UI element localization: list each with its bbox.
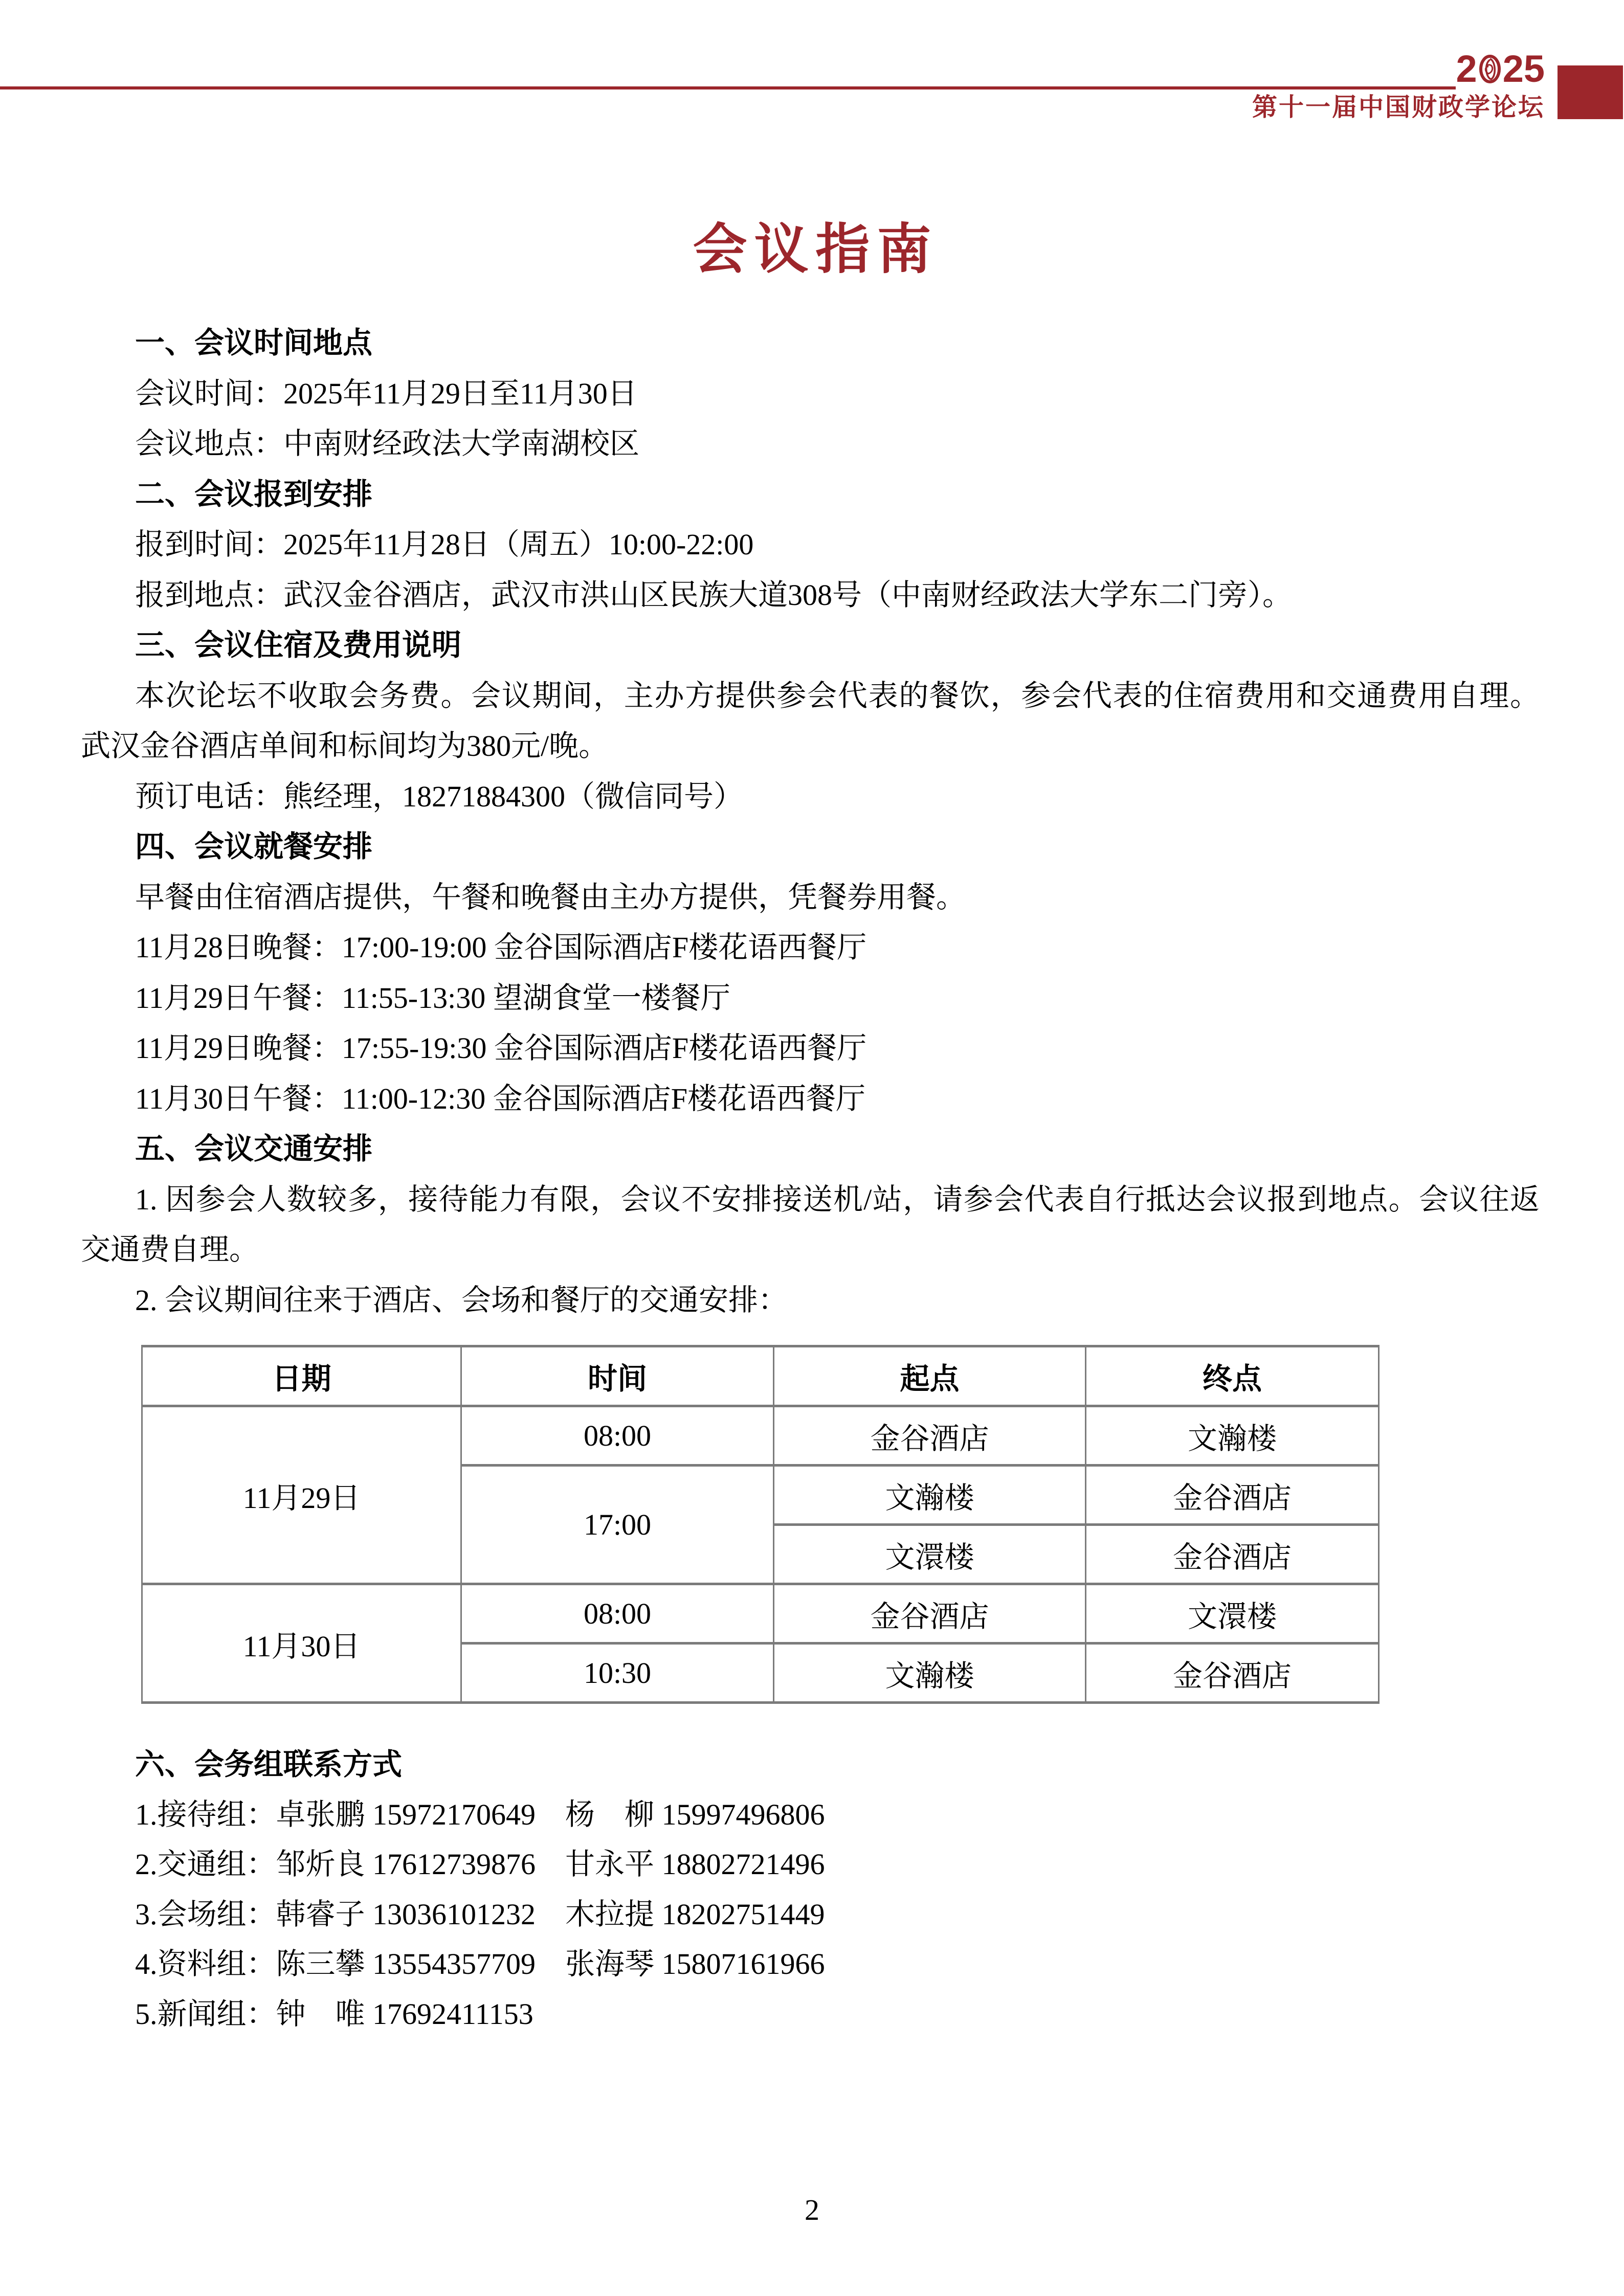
table-cell: 08:00 [461,1584,774,1644]
table-cell: 文瀚楼 [774,1466,1086,1525]
table-cell: 11月30日 [142,1584,461,1703]
table-header-row [142,1346,1379,1406]
table-header-cell: 时间 [461,1346,774,1406]
section-heading: 四、会议就餐安排 [135,830,373,863]
ink-swirl-zero-icon [1479,54,1501,84]
section-heading: 三、会议住宿及费用说明 [135,628,462,662]
text-line: 11月30日午餐：11:00-12:30 金谷国际酒店F楼花语西餐厅 [135,1082,865,1115]
section-heading: 二、会议报到安排 [135,477,373,511]
text-line: 5.新闻组：钟 唯 17692411153 [135,1997,533,2031]
table-cell: 11月29日 [142,1406,461,1584]
table-cell: 10:30 [461,1644,774,1703]
text-line: 报到地点：武汉金谷酒店，武汉市洪山区民族大道308号（中南财经政法大学东二门旁）。 [135,578,1293,612]
text-line: 11月29日午餐：11:55-13:30 望湖食堂一楼餐厅 [135,981,730,1015]
table-cell: 文澴楼 [1086,1584,1379,1644]
table-cell: 金谷酒店 [1086,1644,1379,1703]
content-bottom [81,1740,1540,2039]
text-line: 武汉金谷酒店单间和标间均为380元/晚。 [81,729,609,762]
section-heading: 一、会议时间地点 [135,326,373,359]
table-row [142,1406,1379,1466]
table-header-cell: 日期 [142,1346,461,1406]
text-line: 1.接待组：卓张鹏 15972170649 杨 柳 15997496806 [135,1797,825,1831]
year-suffix: 25 [1502,48,1545,90]
table-cell: 文瀚楼 [774,1644,1086,1703]
text-line: 报到时间：2025年11月28日（周五）10:00-22:00 [135,528,754,561]
section-heading: 五、会议交通安排 [135,1132,373,1165]
text-line: 2.交通组：邹炘良 17612739876 甘永平 18802721496 [135,1848,825,1881]
table-header-cell: 起点 [774,1346,1086,1406]
table-header-cell: 终点 [1086,1346,1379,1406]
section-heading: 六、会务组联系方式 [135,1748,403,1781]
text-line: 早餐由住宿酒店提供，午餐和晚餐由主办方提供，凭餐券用餐。 [135,880,966,914]
text-line: 预订电话：熊经理，18271884300（微信同号） [135,779,744,813]
text-line: 交通费自理。 [81,1233,259,1266]
text-line: 11月29日晚餐：17:55-19:30 金谷国际酒店F楼花语西餐厅 [135,1031,867,1065]
table-cell: 文澴楼 [774,1525,1086,1584]
transport-table [141,1345,1380,1704]
text-line: 会议地点：中南财经政法大学南湖校区 [135,427,640,460]
text-line: 3.会场组：韩睿子 13036101232 木拉提 18202751449 [135,1897,825,1931]
year-prefix: 2 [1456,48,1477,90]
table-cell: 文瀚楼 [1086,1406,1379,1466]
header-red-square [1558,65,1623,119]
table-cell: 08:00 [461,1406,774,1466]
header-year [1456,48,1545,90]
text-line: 2. 会议期间往来于酒店、会场和餐厅的交通安排： [135,1283,788,1317]
table-row [142,1584,1379,1644]
page-number: 2 [805,2193,819,2226]
table-cell: 17:00 [461,1466,774,1584]
page-title: 会议指南 [693,219,939,280]
table-cell: 金谷酒店 [1086,1466,1379,1525]
header-forum-name: 第十一届中国财政学论坛 [1252,94,1545,121]
text-line: 本次论坛不收取会务费。会议期间，主办方提供参会代表的餐饮，参会代表的住宿费用和交通费用自理。 [135,679,1540,712]
table-cell: 金谷酒店 [1086,1525,1379,1584]
text-line: 4.资料组：陈三攀 13554357709 张海琴 15807161966 [135,1947,825,1980]
text-line: 11月28日晚餐：17:00-19:00 金谷国际酒店F楼花语西餐厅 [135,931,867,964]
text-line: 会议时间：2025年11月29日至11月30日 [135,376,637,410]
text-line: 1. 因参会人数较多，接待能力有限，会议不安排接送机/站，请参会代表自行抵达会议报到地点。会议往返 [135,1182,1540,1216]
table-body [142,1406,1379,1703]
table-cell: 金谷酒店 [774,1406,1086,1466]
table-cell: 金谷酒店 [774,1584,1086,1644]
header-rule [0,86,1456,89]
content-top [81,318,1540,1325]
